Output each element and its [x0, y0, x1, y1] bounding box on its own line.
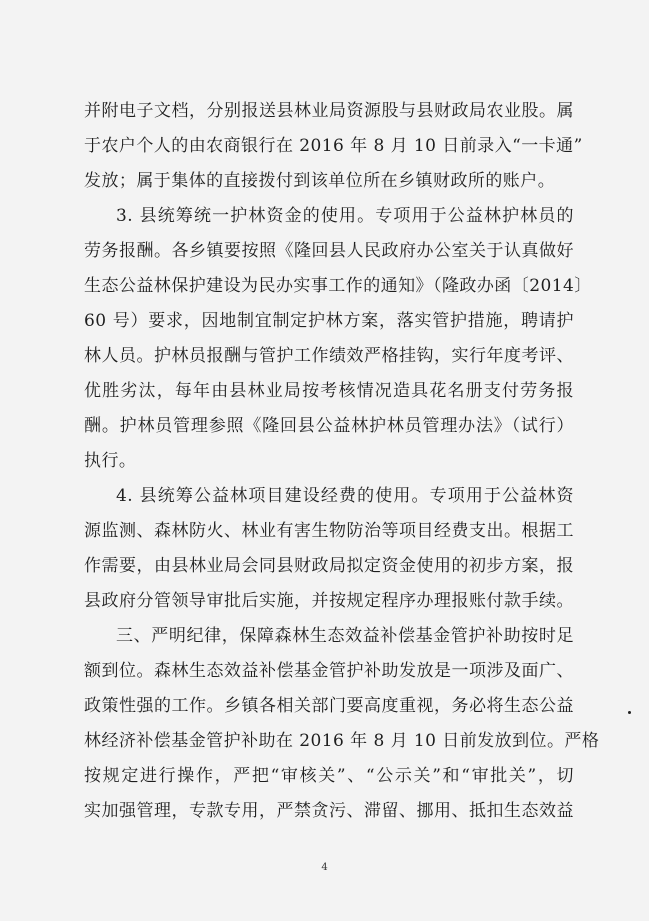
text-line: 县政府分管领导审批后实施，并按规定程序办理报账付款手续。	[84, 591, 574, 611]
text-line: 生态公益林保护建设为民办实事工作的通知》（隆政办函〔2014〕	[84, 276, 592, 296]
scan-speck	[628, 711, 631, 714]
text-line: 4. 县统筹公益林项目建设经费的使用。专项用于公益林资	[116, 486, 574, 506]
text-line: 实加强管理，专款专用，严禁贪污、滞留、挪用、抵扣生态效益	[84, 801, 574, 821]
text-line: 额到位。森林生态效益补偿基金管护补助发放是一项涉及面广、	[84, 661, 574, 681]
text-line: 三、严明纪律，保障森林生态效益补偿基金管护补助按时足	[116, 626, 574, 646]
text-line: 优胜劣汰，每年由县林业局按考核情况造具花名册支付劳务报	[84, 381, 574, 401]
text-line: 政策性强的工作。乡镇各相关部门要高度重视，务必将生态公益	[84, 696, 574, 716]
text-line: 执行。	[84, 451, 137, 471]
text-line: 林经济补偿基金管护补助在 2016 年 8 月 10 日前发放到位。严格	[84, 731, 600, 751]
text-line: 酬。护林员管理参照《隆回县公益林护林员管理办法》（试行）	[84, 416, 574, 436]
text-line: 3. 县统筹统一护林资金的使用。专项用于公益林护林员的	[116, 206, 574, 226]
text-line: 并附电子文档，分别报送县林业局资源股与县财政局农业股。属	[84, 101, 574, 121]
text-line: 发放；属于集体的直接拨付到该单位所在乡镇财政所的账户。	[84, 171, 556, 191]
text-line: 按规定进行操作，严把“审核关”、“公示关”和“审批关”，切	[84, 766, 574, 786]
text-line: 源监测、森林防火、林业有害生物防治等项目经费支出。根据工	[84, 521, 574, 541]
text-line: 林人员。护林员报酬与管护工作绩效严格挂钩，实行年度考评、	[84, 346, 574, 366]
text-line: 作需要，由县林业局会同县财政局拟定资金使用的初步方案，报	[84, 556, 574, 576]
text-line: 劳务报酬。各乡镇要按照《隆回县人民政府办公室关于认真做好	[84, 241, 574, 261]
text-line: 60 号）要求，因地制宜制定护林方案，落实管护措施，聘请护	[84, 311, 574, 331]
page-number: 4	[321, 862, 328, 873]
text-line: 于农户个人的由农商银行在 2016 年 8 月 10 日前录入“一卡通”	[84, 136, 583, 156]
